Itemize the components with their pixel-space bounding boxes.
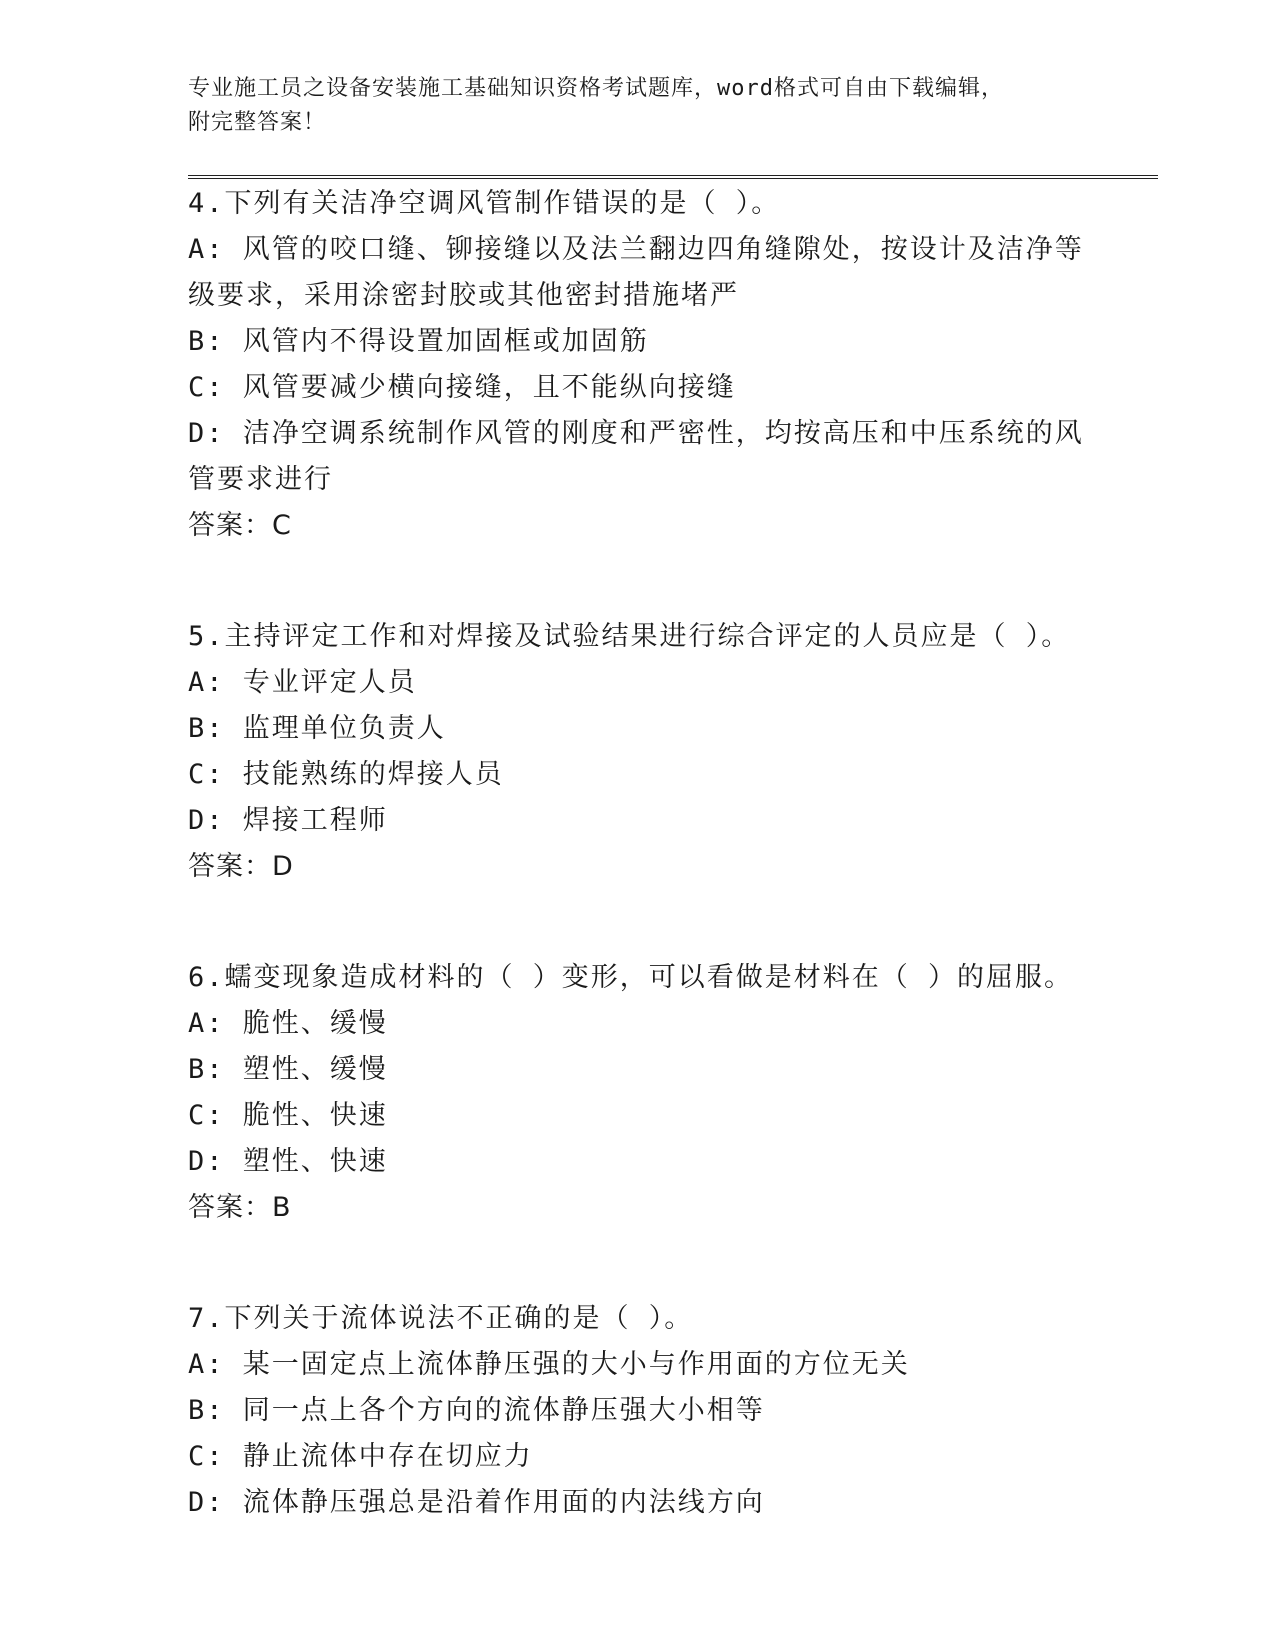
question-4 [188,181,1158,549]
document-page [188,72,1158,1526]
option-c: C: 技能熟练的焊接人员 [188,759,504,790]
question-7 [188,1296,1158,1526]
answer: 答案：D [188,851,294,882]
option-c: C: 脆性、快速 [188,1100,388,1131]
option-b: B: 风管内不得设置加固框或加固筋 [188,326,649,357]
document-intro-line-2: 附完整答案！ [188,110,327,135]
spacer [188,549,1158,614]
option-a-continued: 级要求，采用涂密封胶或其他密封措施堵严 [188,280,739,311]
option-c: C: 静止流体中存在切应力 [188,1441,533,1472]
question-stem: 4.下列有关洁净空调风管制作错误的是（ ）。 [188,188,781,219]
question-stem: 7.下列关于流体说法不正确的是（ ）。 [188,1303,694,1334]
option-d: D: 塑性、快速 [188,1146,388,1177]
answer: 答案：B [188,1192,292,1223]
document-intro-line-1: 专业施工员之设备安装施工基础知识资格考试题库，word格式可自由下载编辑， [188,76,1004,101]
option-b: B: 塑性、缓慢 [188,1054,388,1085]
option-d: D: 洁净空调系统制作风管的刚度和严密性，均按高压和中压系统的风 [188,418,1084,449]
spacer [188,890,1158,955]
answer: 答案：C [188,510,292,541]
option-d-continued: 管要求进行 [188,464,333,495]
option-d: D: 焊接工程师 [188,805,388,836]
option-a: A: 脆性、缓慢 [188,1008,388,1039]
option-d: D: 流体静压强总是沿着作用面的内法线方向 [188,1487,765,1518]
question-5 [188,614,1158,890]
option-a: A: 专业评定人员 [188,667,417,698]
option-b: B: 同一点上各个方向的流体静压强大小相等 [188,1395,765,1426]
option-a: A: 风管的咬口缝、铆接缝以及法兰翻边四角缝隙处，按设计及洁净等 [188,234,1084,265]
double-divider [188,175,1158,179]
option-c: C: 风管要减少横向接缝，且不能纵向接缝 [188,372,736,403]
spacer [188,1231,1158,1296]
question-stem: 6.蠕变现象造成材料的（ ）变形，可以看做是材料在（ ）的屈服。 [188,962,1074,993]
question-stem: 5.主持评定工作和对焊接及试验结果进行综合评定的人员应是（ ）。 [188,621,1071,652]
option-a: A: 某一固定点上流体静压强的大小与作用面的方位无关 [188,1349,910,1380]
option-b: B: 监理单位负责人 [188,713,446,744]
question-6 [188,955,1158,1231]
